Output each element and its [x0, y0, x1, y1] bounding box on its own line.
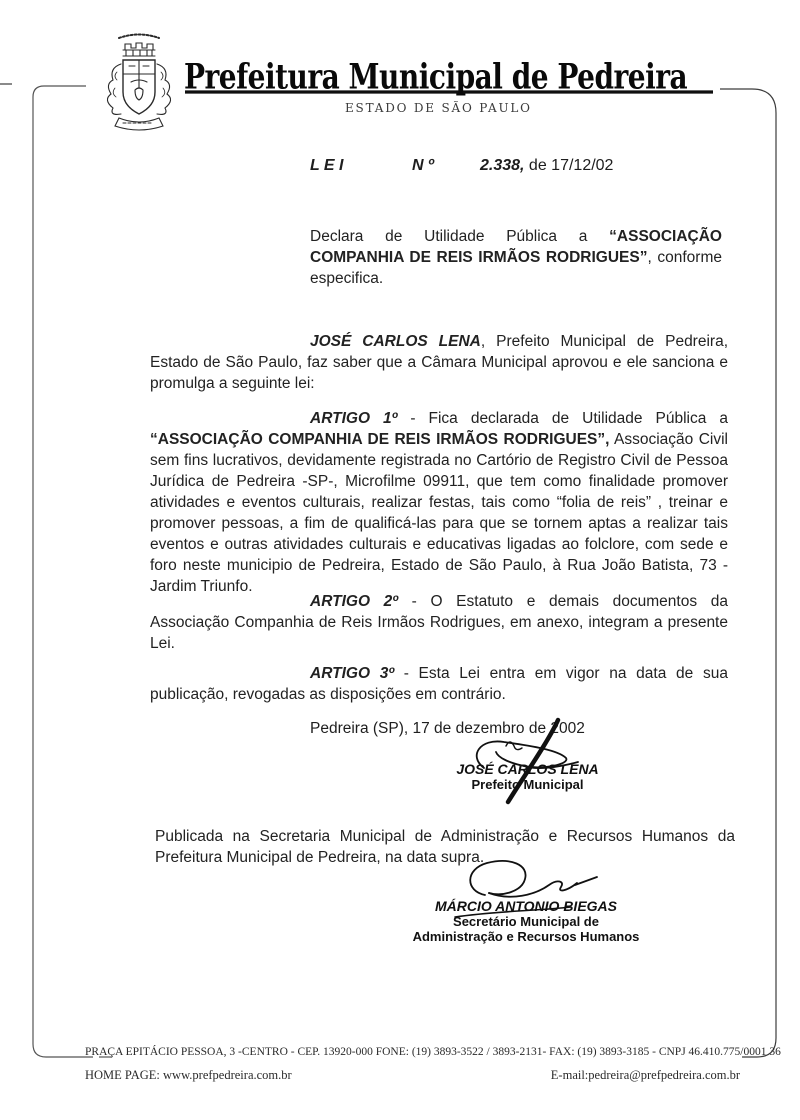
article-3-label: ARTIGO 3º	[310, 665, 394, 682]
law-summary-association-name: “ASSOCIAÇÃO COMPANHIA DE REIS IRMÃOS RODRIGUES”	[310, 228, 722, 266]
footer-email	[551, 1068, 740, 1083]
mayor-name: JOSÉ CARLOS LENA	[456, 761, 599, 777]
law-date: de 17/12/02	[524, 157, 614, 174]
footer-email-address: pedreira@prefpedreira.com.br	[588, 1068, 740, 1082]
article-1-text-2: Associação Civil sem fins lucrativos, devidamente registrada no Cartório de Registro Civil de Pessoa Jurídica de Pedreira -SP-, Microfilme 09911, que tem como finalidade promover atividades e eventos culturais, realizar festas, tais como “folia de reis” , treinar e promover pessoas, a fim de qualificá-las para que se tornem aptas a realizar tais eventos e outras atividades culturais e educativas ligadas ao folclore, com sede e foro neste municipio de Pedreira, Estado de São Paulo, à Rua João Batista, 73 - Jardim Triunfo.	[150, 431, 728, 595]
mayor-signature-block	[420, 761, 635, 792]
secretary-name: MÁRCIO ANTONIO BIEGAS	[434, 898, 617, 914]
law-number-date	[480, 157, 613, 175]
law-summary-text-1: Declara de Utilidade Pública a	[310, 228, 610, 245]
footer-homepage-url: www.prefpedreira.com.br	[163, 1068, 292, 1082]
article-2-label: ARTIGO 2º	[310, 593, 398, 610]
preamble-text: , Prefeito Municipal de Pedreira, Estado de São Paulo, faz saber que a Câmara Municipal aprovou e ele sanciona e promulga a seguinte lei:	[150, 333, 728, 392]
article-1-association-name: “ASSOCIAÇÃO COMPANHIA DE REIS IRMÃOS RODRIGUES”,	[150, 431, 610, 448]
article-2-text: - O Estatuto e demais documentos da Associação Companhia de Reis Irmãos Rodrigues, em anexo, integram a presente Lei.	[150, 593, 728, 652]
article-1-label: ARTIGO 1º	[310, 410, 398, 427]
footer-links-line	[85, 1068, 740, 1083]
footer-email-label: E-mail:	[550, 1068, 589, 1082]
publication-note: Publicada na Secretaria Municipal de Administração e Recursos Humanos da Prefeitura Municipal de Pedreira, na data supra.	[155, 828, 735, 866]
page-title: Prefeitura Municipal de Pedreira	[184, 57, 688, 98]
secretary-role-line2: Administração e Recursos Humanos	[412, 929, 640, 944]
mayor-signature-icon	[440, 710, 610, 810]
secretary-role-line1: Secretário Municipal de	[453, 914, 599, 929]
article-3-paragraph	[150, 663, 728, 705]
footer-homepage-label: HOME PAGE:	[85, 1068, 164, 1082]
mayor-name-inline: JOSÉ CARLOS LENA	[310, 333, 481, 350]
article-2-paragraph	[150, 591, 728, 654]
secretary-signature-block	[395, 898, 657, 944]
law-number: 2.338,	[480, 157, 525, 174]
article-3-text: - Esta Lei entra em vigor na data de sua publicação, revogadas as disposições em contrário.	[150, 665, 728, 703]
law-number-label: N º	[412, 157, 434, 174]
law-summary-text-2: , conforme especifica.	[310, 249, 722, 287]
coat-of-arms-icon	[93, 30, 185, 138]
law-label: L E I	[310, 157, 344, 174]
footer-homepage	[85, 1068, 292, 1083]
law-summary	[310, 226, 722, 289]
article-1-paragraph	[150, 408, 728, 597]
footer-address-line: PRAÇA EPITÁCIO PESSOA, 3 -CENTRO - CEP. 13920-000 FONE: (19) 3893-3522 / 3893-2131- FAX: (19) 3893-3185 - CNPJ 46.410.775/0001 36	[85, 1046, 781, 1058]
article-1-text-1: - Fica declarada de Utilidade Pública a	[397, 410, 728, 427]
dateline: Pedreira (SP), 17 de dezembro de 2002	[310, 720, 585, 737]
mayor-role: Prefeito Municipal	[471, 777, 584, 792]
preamble-paragraph	[150, 331, 728, 394]
page-subtitle: ESTADO DE SÃO PAULO	[345, 101, 532, 115]
